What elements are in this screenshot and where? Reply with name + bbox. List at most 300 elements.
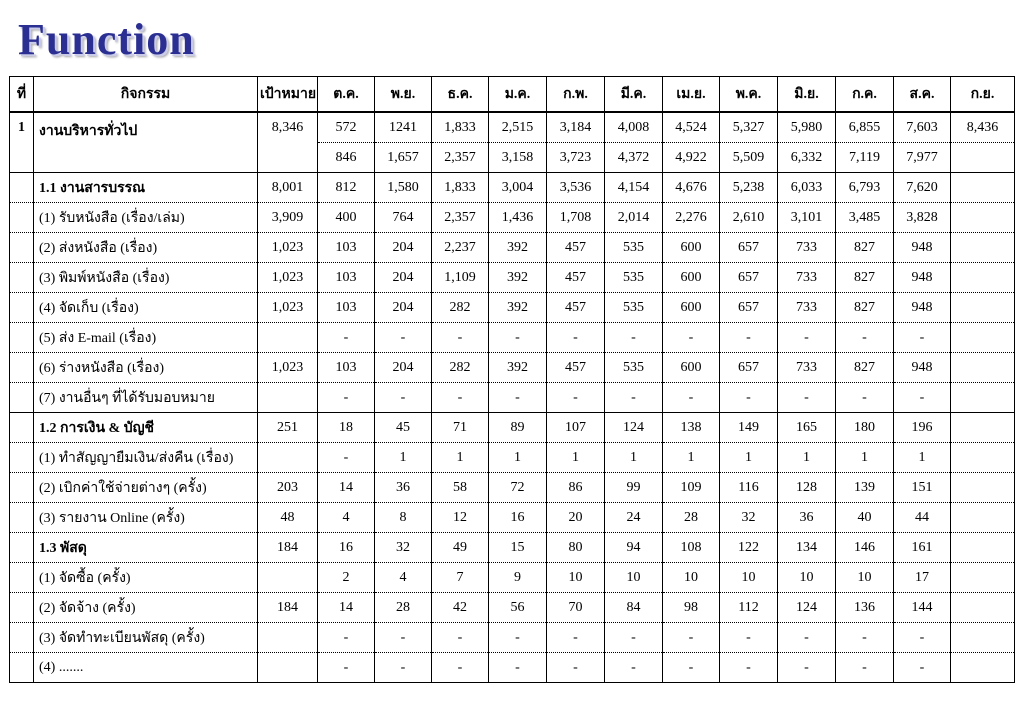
activity-label: (2) จัดจ้าง (ครั้ง): [34, 593, 258, 623]
table-row: [10, 413, 1015, 443]
table-cell: 42: [432, 593, 489, 623]
group-row-1: [10, 112, 1015, 143]
table-cell: 733: [778, 293, 836, 323]
page-title: Function: [18, 15, 195, 64]
table-cell: 600: [663, 263, 720, 293]
table-cell: 7: [432, 563, 489, 593]
header-cell: เม.ย.: [663, 77, 720, 113]
table-cell: 535: [605, 293, 663, 323]
activity-label: (1) ทำสัญญายืมเงิน/ส่งคืน (เรื่อง): [34, 443, 258, 473]
table-cell: 14: [318, 473, 375, 503]
table-cell: -: [663, 653, 720, 683]
table-cell: -: [375, 653, 432, 683]
table-cell: 948: [894, 263, 951, 293]
table-cell: 56: [489, 593, 547, 623]
header-cell: ต.ค.: [318, 77, 375, 113]
table-cell: [951, 443, 1015, 473]
table-cell: -: [489, 323, 547, 353]
table-cell: 10: [605, 563, 663, 593]
table-cell: 112: [720, 593, 778, 623]
table-cell: 94: [605, 533, 663, 563]
activity-label: (4) .......: [34, 653, 258, 683]
table-cell: 17: [894, 563, 951, 593]
table-cell: 535: [605, 353, 663, 383]
target-cell: [258, 653, 318, 683]
table-cell: 457: [547, 353, 605, 383]
table-cell: -: [663, 323, 720, 353]
row-number: [10, 413, 34, 443]
header-cell: ก.พ.: [547, 77, 605, 113]
table-cell: 108: [663, 533, 720, 563]
table-cell: 139: [836, 473, 894, 503]
table-row: [10, 593, 1015, 623]
table-cell: [951, 143, 1015, 173]
table-cell: 392: [489, 233, 547, 263]
row-number: [10, 173, 34, 203]
table-cell: 1,580: [375, 173, 432, 203]
target-cell: 8,001: [258, 173, 318, 203]
function-table: [9, 76, 1015, 683]
table-cell: 733: [778, 353, 836, 383]
table-cell: -: [720, 323, 778, 353]
table-cell: 3,158: [489, 143, 547, 173]
table-cell: -: [836, 323, 894, 353]
table-cell: 846: [318, 143, 375, 173]
table-cell: 3,004: [489, 173, 547, 203]
table-cell: 20: [547, 503, 605, 533]
table-cell: [951, 473, 1015, 503]
table-cell: 9: [489, 563, 547, 593]
table-cell: 600: [663, 233, 720, 263]
table-cell: 827: [836, 233, 894, 263]
target-cell: 251: [258, 413, 318, 443]
table-row: [10, 533, 1015, 563]
header-cell: ธ.ค.: [432, 77, 489, 113]
table-cell: 1,708: [547, 203, 605, 233]
table-cell: 149: [720, 413, 778, 443]
table-cell: 948: [894, 353, 951, 383]
table-cell: 196: [894, 413, 951, 443]
table-cell: 134: [778, 533, 836, 563]
table-row: [10, 323, 1015, 353]
table-cell: -: [547, 623, 605, 653]
table-cell: 733: [778, 233, 836, 263]
activity-label: (3) พิมพ์หนังสือ (เรื่อง): [34, 263, 258, 293]
table-row: [10, 233, 1015, 263]
table-cell: 124: [778, 593, 836, 623]
header-cell: ที่: [10, 77, 34, 113]
table-cell: 144: [894, 593, 951, 623]
table-row: [10, 293, 1015, 323]
table-cell: 32: [720, 503, 778, 533]
table-cell: 1: [663, 443, 720, 473]
table-cell: 457: [547, 263, 605, 293]
table-cell: -: [778, 623, 836, 653]
table-cell: [951, 593, 1015, 623]
activity-label: (6) ร่างหนังสือ (เรื่อง): [34, 353, 258, 383]
table-cell: 7,119: [836, 143, 894, 173]
table-cell: -: [778, 323, 836, 353]
table-cell: 70: [547, 593, 605, 623]
table-cell: 89: [489, 413, 547, 443]
table-cell: -: [489, 383, 547, 413]
table-cell: 2,276: [663, 203, 720, 233]
table-cell: -: [836, 623, 894, 653]
table-cell: 3,485: [836, 203, 894, 233]
table-header-row: [10, 77, 1015, 113]
table-cell: -: [318, 383, 375, 413]
table-cell: 180: [836, 413, 894, 443]
table-cell: -: [836, 383, 894, 413]
table-cell: 600: [663, 293, 720, 323]
table-cell: 161: [894, 533, 951, 563]
row-number: [10, 653, 34, 683]
row-number: [10, 623, 34, 653]
table-row: [10, 263, 1015, 293]
table-cell: 4,372: [605, 143, 663, 173]
table-cell: 400: [318, 203, 375, 233]
target-cell: 1,023: [258, 233, 318, 263]
target-cell: 203: [258, 473, 318, 503]
table-cell: 103: [318, 293, 375, 323]
activity-label: (1) จัดซื้อ (ครั้ง): [34, 563, 258, 593]
table-cell: 457: [547, 293, 605, 323]
table-cell: 99: [605, 473, 663, 503]
row-number: [10, 533, 34, 563]
table-cell: -: [720, 653, 778, 683]
target-cell: [258, 383, 318, 413]
table-row: [10, 563, 1015, 593]
table-cell: 733: [778, 263, 836, 293]
header-cell: ก.ย.: [951, 77, 1015, 113]
row-number: [10, 563, 34, 593]
table-cell: 7,977: [894, 143, 951, 173]
target-cell: 1,023: [258, 263, 318, 293]
table-cell: 28: [663, 503, 720, 533]
table-cell: 10: [547, 563, 605, 593]
table-cell: -: [894, 323, 951, 353]
table-cell: 10: [836, 563, 894, 593]
table-row: [10, 383, 1015, 413]
table-cell: -: [375, 383, 432, 413]
activity-label: 1.3 พัสดุ: [34, 533, 258, 563]
table-cell: 103: [318, 353, 375, 383]
target-cell: [258, 323, 318, 353]
target-cell: 48: [258, 503, 318, 533]
table-cell: 5,327: [720, 112, 778, 143]
table-cell: 136: [836, 593, 894, 623]
row-number: [10, 203, 34, 233]
table-cell: 4,922: [663, 143, 720, 173]
table-cell: 5,509: [720, 143, 778, 173]
table-cell: 535: [605, 263, 663, 293]
table-cell: -: [894, 653, 951, 683]
table-cell: [951, 263, 1015, 293]
row-number: [10, 293, 34, 323]
table-cell: -: [318, 443, 375, 473]
table-cell: 165: [778, 413, 836, 443]
activity-label: (5) ส่ง E-mail (เรื่อง): [34, 323, 258, 353]
table-cell: 10: [720, 563, 778, 593]
table-cell: 2,357: [432, 203, 489, 233]
table-cell: 657: [720, 263, 778, 293]
header-cell: พ.ย.: [375, 77, 432, 113]
table-cell: 10: [663, 563, 720, 593]
table-cell: 2,357: [432, 143, 489, 173]
table-cell: -: [605, 623, 663, 653]
table-cell: 103: [318, 263, 375, 293]
table-cell: 204: [375, 233, 432, 263]
table-cell: 392: [489, 293, 547, 323]
activity-label: (7) งานอื่นๆ ที่ได้รับมอบหมาย: [34, 383, 258, 413]
table-cell: -: [432, 653, 489, 683]
table-row: [10, 653, 1015, 683]
row-number: [10, 263, 34, 293]
table-cell: 84: [605, 593, 663, 623]
table-cell: 10: [778, 563, 836, 593]
target-cell: 184: [258, 593, 318, 623]
header-cell: ม.ค.: [489, 77, 547, 113]
table-cell: 32: [375, 533, 432, 563]
table-cell: [951, 173, 1015, 203]
table-cell: 16: [318, 533, 375, 563]
table-cell: -: [375, 323, 432, 353]
table-cell: 7,603: [894, 112, 951, 143]
target-cell: 1,023: [258, 353, 318, 383]
table-cell: [951, 353, 1015, 383]
row-number: [10, 473, 34, 503]
header-cell: มี.ค.: [605, 77, 663, 113]
row-number: 1: [10, 112, 34, 173]
table-row: [10, 353, 1015, 383]
table-cell: [951, 533, 1015, 563]
table-cell: 392: [489, 353, 547, 383]
row-number: [10, 353, 34, 383]
table-cell: 3,184: [547, 112, 605, 143]
table-cell: 204: [375, 263, 432, 293]
table-cell: 8,436: [951, 112, 1015, 143]
table-cell: 1241: [375, 112, 432, 143]
table-cell: 535: [605, 233, 663, 263]
table-cell: 72: [489, 473, 547, 503]
table-cell: 36: [778, 503, 836, 533]
header-cell: กิจกรรม: [34, 77, 258, 113]
activity-label: (2) เบิกค่าใช้จ่ายต่างๆ (ครั้ง): [34, 473, 258, 503]
table-cell: -: [663, 383, 720, 413]
table-cell: 4: [375, 563, 432, 593]
table-cell: 1,109: [432, 263, 489, 293]
table-cell: [951, 413, 1015, 443]
activity-label: (4) จัดเก็บ (เรื่อง): [34, 293, 258, 323]
table-cell: 2,515: [489, 112, 547, 143]
table-cell: 6,855: [836, 112, 894, 143]
table-cell: 6,033: [778, 173, 836, 203]
table-cell: 282: [432, 353, 489, 383]
table-row: [10, 173, 1015, 203]
group-activity: งานบริหารทั่วไป: [34, 112, 258, 173]
table-cell: 6,793: [836, 173, 894, 203]
table-cell: -: [778, 653, 836, 683]
table-cell: 204: [375, 353, 432, 383]
table-cell: 392: [489, 263, 547, 293]
activity-label: (1) รับหนังสือ (เรื่อง/เล่ม): [34, 203, 258, 233]
table-cell: 40: [836, 503, 894, 533]
target-cell: [258, 563, 318, 593]
row-number: [10, 443, 34, 473]
table-cell: 49: [432, 533, 489, 563]
table-cell: -: [318, 323, 375, 353]
table-cell: 128: [778, 473, 836, 503]
table-cell: 18: [318, 413, 375, 443]
table-body: [10, 112, 1015, 683]
table-cell: 948: [894, 293, 951, 323]
table-cell: 16: [489, 503, 547, 533]
target-cell: 184: [258, 533, 318, 563]
row-number: [10, 593, 34, 623]
table-cell: 4,524: [663, 112, 720, 143]
table-cell: [951, 653, 1015, 683]
table-cell: -: [432, 323, 489, 353]
table-cell: [951, 293, 1015, 323]
header-cell: พ.ค.: [720, 77, 778, 113]
table-cell: 1: [778, 443, 836, 473]
table-cell: 36: [375, 473, 432, 503]
table-cell: 12: [432, 503, 489, 533]
table-cell: -: [489, 653, 547, 683]
table-row: [10, 473, 1015, 503]
table-cell: -: [547, 383, 605, 413]
table-cell: 827: [836, 353, 894, 383]
table-cell: 657: [720, 293, 778, 323]
table-cell: 600: [663, 353, 720, 383]
header-cell: ก.ค.: [836, 77, 894, 113]
table-cell: 28: [375, 593, 432, 623]
table-cell: [951, 623, 1015, 653]
table-cell: 2,610: [720, 203, 778, 233]
table-cell: -: [432, 623, 489, 653]
table-cell: -: [894, 623, 951, 653]
table-cell: [951, 383, 1015, 413]
table-cell: 1: [836, 443, 894, 473]
table-cell: 1,657: [375, 143, 432, 173]
table-cell: 457: [547, 233, 605, 263]
table-cell: 1,833: [432, 112, 489, 143]
table-cell: 7,620: [894, 173, 951, 203]
table-cell: 3,536: [547, 173, 605, 203]
table-cell: [951, 563, 1015, 593]
activity-label: (3) รายงาน Online (ครั้ง): [34, 503, 258, 533]
table-cell: 827: [836, 293, 894, 323]
table-cell: 764: [375, 203, 432, 233]
table-cell: 122: [720, 533, 778, 563]
table-cell: 44: [894, 503, 951, 533]
table-cell: 3,723: [547, 143, 605, 173]
target-cell: 3,909: [258, 203, 318, 233]
target-cell: [258, 623, 318, 653]
header-cell: มิ.ย.: [778, 77, 836, 113]
table-row: [10, 203, 1015, 233]
header-cell: ส.ค.: [894, 77, 951, 113]
activity-label: 1.2 การเงิน & บัญชี: [34, 413, 258, 443]
table-cell: 657: [720, 233, 778, 263]
table-cell: 5,980: [778, 112, 836, 143]
table-cell: 58: [432, 473, 489, 503]
table-cell: 6,332: [778, 143, 836, 173]
table-cell: 1: [375, 443, 432, 473]
table-cell: -: [605, 383, 663, 413]
table-cell: 827: [836, 263, 894, 293]
target-cell: 1,023: [258, 293, 318, 323]
table-cell: 151: [894, 473, 951, 503]
table-cell: -: [778, 383, 836, 413]
row-number: [10, 323, 34, 353]
table-cell: 146: [836, 533, 894, 563]
table-cell: 282: [432, 293, 489, 323]
table-cell: 812: [318, 173, 375, 203]
table-cell: 2: [318, 563, 375, 593]
table-cell: 4,676: [663, 173, 720, 203]
table-cell: 1: [432, 443, 489, 473]
table-cell: 1: [720, 443, 778, 473]
row-number: [10, 383, 34, 413]
target-cell: [258, 443, 318, 473]
table-cell: [951, 203, 1015, 233]
table-cell: 45: [375, 413, 432, 443]
table-cell: -: [375, 623, 432, 653]
table-cell: 1,436: [489, 203, 547, 233]
row-number: [10, 233, 34, 263]
table-cell: 8: [375, 503, 432, 533]
table-cell: -: [318, 653, 375, 683]
table-cell: 948: [894, 233, 951, 263]
table-cell: 2,237: [432, 233, 489, 263]
table-cell: -: [663, 623, 720, 653]
table-cell: 86: [547, 473, 605, 503]
table-row: [10, 623, 1015, 653]
table-cell: -: [547, 323, 605, 353]
activity-label: (2) ส่งหนังสือ (เรื่อง): [34, 233, 258, 263]
table-cell: -: [836, 653, 894, 683]
table-cell: 1: [605, 443, 663, 473]
table-cell: 1: [489, 443, 547, 473]
table-cell: 24: [605, 503, 663, 533]
table-row: [10, 503, 1015, 533]
table-cell: [951, 323, 1015, 353]
table-cell: 107: [547, 413, 605, 443]
table-cell: 2,014: [605, 203, 663, 233]
table-cell: 4,008: [605, 112, 663, 143]
table-cell: 1: [547, 443, 605, 473]
row-number: [10, 503, 34, 533]
table-cell: 138: [663, 413, 720, 443]
table-cell: -: [318, 623, 375, 653]
table-cell: 98: [663, 593, 720, 623]
table-cell: 103: [318, 233, 375, 263]
table-cell: [951, 503, 1015, 533]
table-cell: 3,828: [894, 203, 951, 233]
table-cell: 124: [605, 413, 663, 443]
table-cell: 80: [547, 533, 605, 563]
table-cell: 1,833: [432, 173, 489, 203]
table-cell: -: [605, 653, 663, 683]
table-cell: 109: [663, 473, 720, 503]
table-cell: 14: [318, 593, 375, 623]
table-cell: 572: [318, 112, 375, 143]
table-cell: 5,238: [720, 173, 778, 203]
header-cell: เป้าหมาย: [258, 77, 318, 113]
table-cell: 116: [720, 473, 778, 503]
table-cell: -: [489, 623, 547, 653]
